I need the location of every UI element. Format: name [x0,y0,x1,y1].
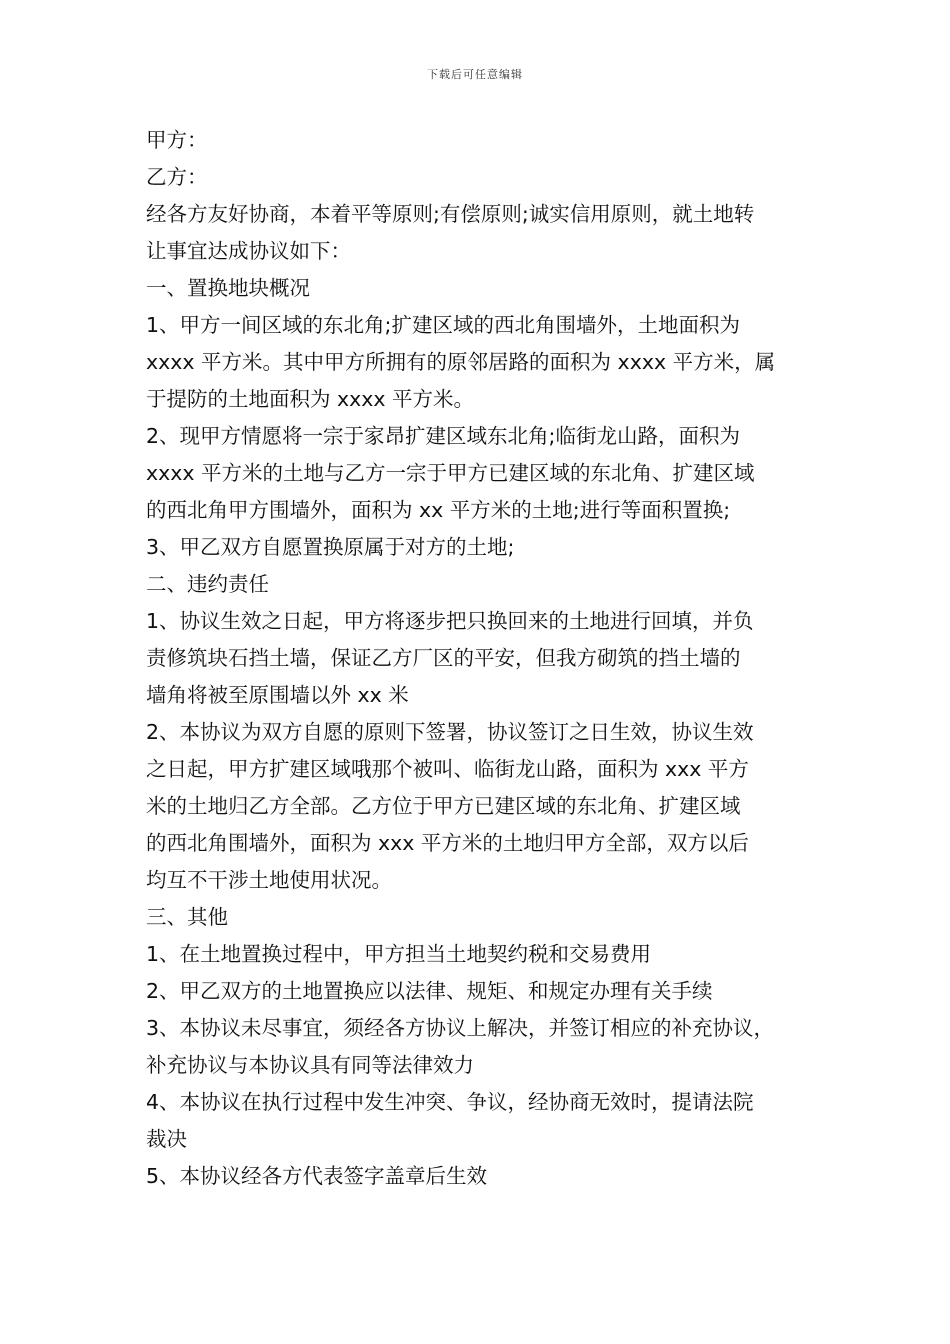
header-note: 下载后可任意编辑 [427,68,523,81]
section-3-clause-2: 2、甲乙双方的土地置换应以法律、规矩、和规定办理有关手续 [146,979,713,1003]
section-1-clause-1: 1、甲方一间区域的东北角;扩建区域的西北角围墙外，土地面积为 xxxx 平方米。其中甲方所拥有的原邻居路的面积为 xxxx 平方米，属 于提防的土地面积为 xxxx 平方米。 [146,313,776,411]
intro-paragraph: 经各方友好协商，本着平等原则;有偿原则;诚实信用原则，就土地转 让事宜达成协议如下： [146,202,755,263]
section-3-clause-1: 1、在土地置换过程中，甲方担当土地契约税和交易费用 [146,942,652,966]
section-3-heading: 三、其他 [146,905,228,929]
section-1-clause-3: 3、甲乙双方自愿置换原属于对方的土地; [146,535,515,559]
section-2-heading: 二、违约责任 [146,572,269,596]
section-3-clause-4: 4、本协议在执行过程中发生冲突、争议，经协商无效时，提请法院 裁决 [146,1090,754,1151]
section-3-clause-5: 5、本协议经各方代表签字盖章后生效 [146,1164,488,1188]
party-a-line: 甲方： [146,128,208,152]
agreement-body [146,122,822,1195]
section-1-clause-2: 2、现甲方情愿将一宗于家昂扩建区域东北角;临街龙山路，面积为 xxxx 平方米的土地与乙方一宗于甲方已建区域的东北角、扩建区域 的西北角甲方围墙外，面积为 xx 平方米的土地;进行等面积置换; [146,424,755,522]
section-3-clause-3: 3、本协议未尽事宜，须经各方协议上解决，并签订相应的补充协议， 补充协议与本协议具有同等法律效力 [146,1016,775,1077]
party-b-line: 乙方： [146,165,208,189]
section-1-heading: 一、置换地块概况 [146,276,310,300]
section-2-clause-2: 2、本协议为双方自愿的原则下签署，协议签订之日生效，协议生效 之日起，甲方扩建区域哦那个被叫、临街龙山路，面积为 xxx 平方 米的土地归乙方全部。乙方位于甲方已建区域的东北角、扩建区域 的西北角围墙外，面积为 xxx 平方米的土地归甲方全部，双方以后 均互不干涉土地使用状况。 [146,720,754,892]
section-2-clause-1: 1、协议生效之日起，甲方将逐步把只换回来的土地进行回填，并负 责修筑块石挡土墙，保证乙方厂区的平安，但我方砌筑的挡土墙的 墙角将被至原围墙以外 xx 米 [146,609,754,707]
